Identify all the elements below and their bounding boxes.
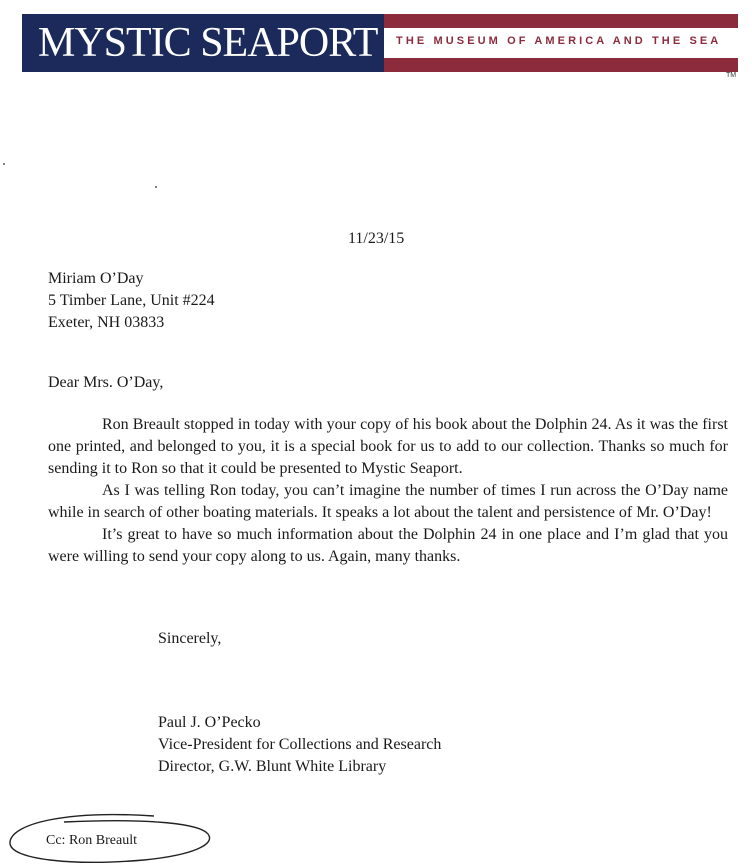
closing: Sincerely, bbox=[158, 630, 222, 647]
scan-speck bbox=[3, 163, 5, 165]
letter-date: 11/23/15 bbox=[348, 230, 405, 247]
recipient-address bbox=[48, 268, 215, 334]
signature-block bbox=[158, 712, 441, 778]
signer-name: Paul J. O’Pecko bbox=[158, 714, 261, 731]
letterhead-tagline: THE MUSEUM OF AMERICA AND THE SEA bbox=[396, 35, 722, 47]
body-paragraph-2: As I was telling Ron today, you can’t imagine the number of times I run across the O’Day name while in search of other boating materials. It speaks a lot about the talent and persistence of Mr. O’Day! bbox=[48, 482, 728, 521]
signer-title-2: Director, G.W. Blunt White Library bbox=[158, 758, 387, 775]
signer-title: Vice-President for Collections and Research bbox=[158, 736, 442, 753]
recipient-address-line1: 5 Timber Lane, Unit #224 bbox=[48, 292, 215, 309]
letter-body bbox=[48, 414, 728, 568]
body-paragraph-3: It’s great to have so much information about the Dolphin 24 in one place and I’m glad that you were willing to send your copy along to us. Again, many thanks. bbox=[48, 526, 728, 565]
recipient-name: Miriam O’Day bbox=[48, 270, 144, 287]
salutation: Dear Mrs. O’Day, bbox=[48, 374, 164, 391]
recipient-address-line2: Exeter, NH 03833 bbox=[48, 314, 165, 331]
letterhead-title: MYSTIC SEAPORT bbox=[38, 20, 378, 66]
body-paragraph-1: Ron Breault stopped in today with your copy of his book about the Dolphin 24. As it was the first one printed, and belonged to you, it is a special book for us to add to our collection. Thanks so much for sending it to Ron so that it could be presented to Mystic Seaport. bbox=[48, 416, 728, 477]
trademark-mark: TM bbox=[726, 72, 737, 79]
cc-line: Cc: Ron Breault bbox=[46, 833, 137, 848]
scan-speck bbox=[155, 186, 157, 188]
